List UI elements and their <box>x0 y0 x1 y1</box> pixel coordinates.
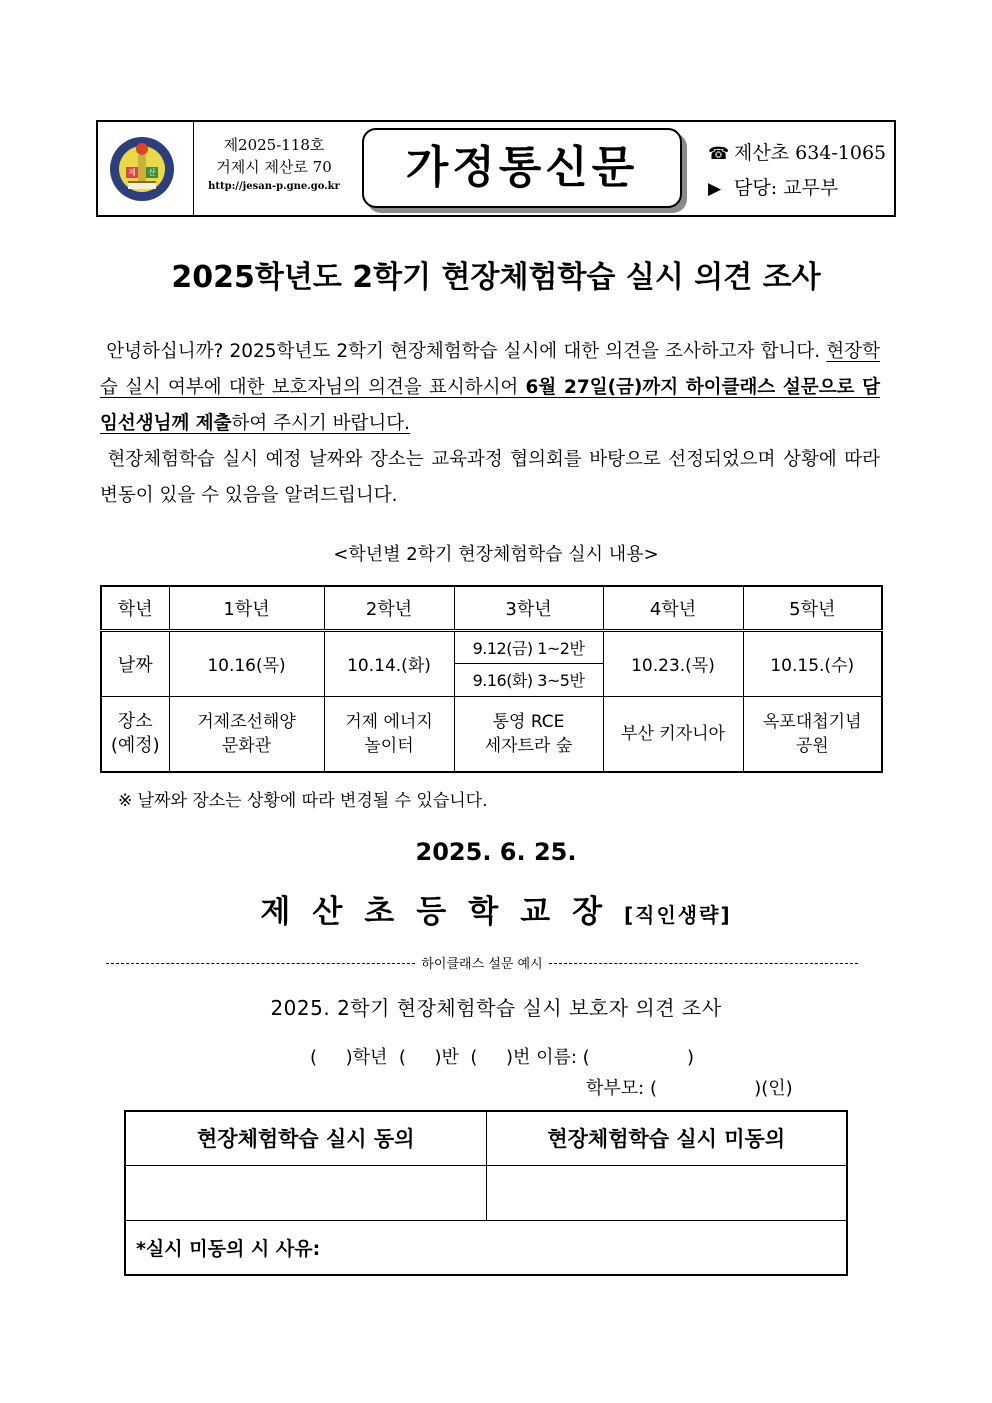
intro-p2-text: 현장체험학습 실시 예정 날짜와 장소는 교육과정 협의회를 바탕으로 선정되었으며 상황에 따라 변동이 있을 수 있음을 알려드립니다. <box>100 449 880 506</box>
header-grade1: 1학년 <box>169 586 324 630</box>
school-address: 거제시 제산로 70 <box>216 158 332 176</box>
phone-row <box>708 136 886 171</box>
place-label <box>101 696 169 772</box>
dashed-line-right <box>549 963 858 964</box>
contact-info <box>708 136 886 206</box>
school-emblem-icon <box>110 137 174 201</box>
response-table <box>124 1110 848 1276</box>
newsletter-title: 가정통신문 <box>405 142 639 193</box>
department: 담당: 교무부 <box>734 177 839 199</box>
date-grade3-a: 9.12(금) 1~2반 <box>454 630 603 663</box>
schedule-note: ※ 날짜와 장소는 상황에 따라 변경될 수 있습니다. <box>118 791 488 811</box>
triangle-right-icon: ▶ <box>708 179 722 199</box>
issue-info <box>198 134 350 196</box>
table-row-date <box>101 630 882 663</box>
intro-p1-underlined: 현장학습 실시 여부에 대한 보호자님의 의견을 표시하시어 <box>100 341 880 398</box>
department-row <box>708 171 886 206</box>
newsletter-title-box <box>362 128 682 208</box>
emblem-badge-right: 산 <box>146 167 158 178</box>
cut-line-divider <box>106 953 858 972</box>
place-line: 공원 <box>795 735 829 756</box>
agree-checkbox-cell[interactable] <box>125 1165 486 1220</box>
seal-omitted: [직인생략] <box>624 903 732 927</box>
emblem-book <box>128 181 156 189</box>
date-grade3-b: 9.16(화) 3~5반 <box>454 663 603 696</box>
phone-icon: ☎ <box>708 144 730 164</box>
response-header-row <box>125 1111 847 1165</box>
intro-paragraph <box>100 334 880 514</box>
newsletter-header <box>96 120 896 217</box>
logo-cell <box>98 122 194 215</box>
place-grade4 <box>603 696 743 772</box>
date-grade2: 10.14.(화) <box>324 630 454 696</box>
place-line: 옥포대첩기념 <box>762 711 862 732</box>
disagree-header: 현장체험학습 실시 미동의 <box>486 1111 847 1165</box>
divider-label: 하이클래스 설문 예시 <box>421 957 543 972</box>
place-label-2: (예정) <box>110 734 160 756</box>
place-label-1: 장소 <box>117 710 153 732</box>
emblem-apple <box>136 143 148 155</box>
place-grade2 <box>324 696 454 772</box>
student-info-line[interactable]: ( )학년 ( )반 ( )번 이름: ( ) <box>310 1047 694 1068</box>
date-grade4: 10.23.(목) <box>603 630 743 696</box>
table-row-place <box>101 696 882 772</box>
place-line: 통영 RCE <box>492 711 565 732</box>
agree-header: 현장체험학습 실시 동의 <box>125 1111 486 1165</box>
dashed-line-left <box>106 963 415 964</box>
emblem-tree <box>138 155 146 181</box>
intro-p1-text: 안녕하십니까? 2025학년도 2학기 현장체험학습 실시에 대한 의견을 조사하고자 합니다. <box>106 341 827 362</box>
date-grade1: 10.16(목) <box>169 630 324 696</box>
table-header-row <box>101 586 882 630</box>
response-check-row <box>125 1165 847 1220</box>
place-grade5 <box>743 696 882 772</box>
header-grade: 학년 <box>101 586 169 630</box>
place-line: 놀이터 <box>364 735 414 756</box>
date-label: 날짜 <box>101 630 169 696</box>
emblem-badge-left: 제 <box>126 167 138 178</box>
principal-title: 제산초등학교장 <box>260 894 625 930</box>
place-line: 부산 키자니아 <box>621 723 725 744</box>
place-line: 문화관 <box>221 735 272 756</box>
header-grade2: 2학년 <box>324 586 454 630</box>
reason-row <box>125 1220 847 1275</box>
date-grade5: 10.15.(수) <box>743 630 882 696</box>
intro-p2 <box>100 442 880 514</box>
place-line: 거제조선해양 <box>197 711 296 732</box>
parent-info-line[interactable]: 학부모: ( )(인) <box>586 1078 793 1099</box>
intro-p1 <box>100 334 880 442</box>
schedule-caption: <학년별 2학기 현장체험학습 실시 내용> <box>333 544 659 565</box>
school-website[interactable]: http://jesan-p.gne.go.kr <box>208 181 340 192</box>
issue-number: 제2025-118호 <box>223 136 325 154</box>
principal-signature <box>96 886 896 931</box>
reason-field[interactable]: *실시 미동의 시 사유: <box>125 1220 847 1275</box>
place-line: 거제 에너지 <box>345 711 433 732</box>
intro-p1-deadline: 6월 27일(금)까지 하이클래스 설문으로 담임선생님께 제출 <box>100 377 880 434</box>
place-line: 세자트라 숲 <box>484 735 573 756</box>
page-title: 2025학년도 2학기 현장체험학습 실시 의견 조사 <box>171 260 821 295</box>
survey-title: 2025. 2학기 현장체험학습 실시 보호자 의견 조사 <box>270 996 722 1020</box>
schedule-table <box>100 585 883 773</box>
place-grade3 <box>454 696 603 772</box>
document-date: 2025. 6. 25. <box>415 838 577 866</box>
header-grade3: 3학년 <box>454 586 603 630</box>
intro-p1-end: 하여 주시기 바랍니다. <box>231 413 411 434</box>
disagree-checkbox-cell[interactable] <box>486 1165 847 1220</box>
phone-number: 제산초 634-1065 <box>734 142 887 164</box>
header-grade4: 4학년 <box>603 586 743 630</box>
place-grade1 <box>169 696 324 772</box>
header-grade5: 5학년 <box>743 586 882 630</box>
